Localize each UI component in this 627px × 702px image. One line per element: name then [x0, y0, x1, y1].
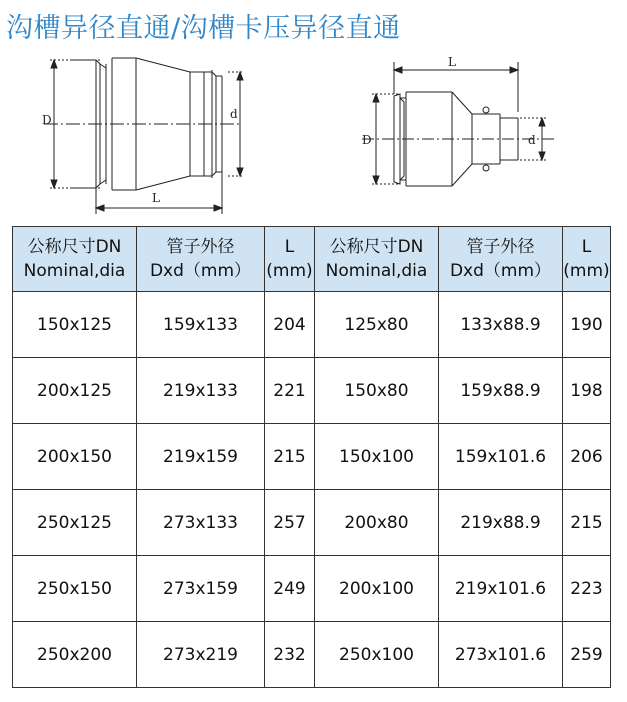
table-cell: 150x125: [13, 292, 137, 358]
table-cell: 200x125: [13, 358, 137, 424]
table-cell: 125x80: [315, 292, 439, 358]
table-cell: 159x101.6: [439, 424, 563, 490]
table-cell: 190: [563, 292, 611, 358]
table-cell: 273x219: [137, 622, 265, 688]
table-cell: 219x133: [137, 358, 265, 424]
table-cell: 273x159: [137, 556, 265, 622]
table-cell: 250x125: [13, 490, 137, 556]
spec-table: [12, 226, 611, 688]
table-cell: 219x88.9: [439, 490, 563, 556]
length-label: L: [152, 191, 160, 205]
table-cell: 250x200: [13, 622, 137, 688]
diameter-small-label: d: [528, 133, 536, 147]
grooved-press-reducer-diagram: [360, 52, 560, 192]
table-row: [13, 292, 611, 358]
table-cell: 273x101.6: [439, 622, 563, 688]
table-cell: 259: [563, 622, 611, 688]
header-length: L (mm): [265, 227, 315, 292]
header-outer-diameter: 管子外径 Dxd（mm）: [439, 227, 563, 292]
table-row: [13, 358, 611, 424]
table-cell: 159x88.9: [439, 358, 563, 424]
table-row: [13, 424, 611, 490]
table-cell: 200x150: [13, 424, 137, 490]
table-cell: 200x100: [315, 556, 439, 622]
table-cell: 206: [563, 424, 611, 490]
page-title: 沟槽异径直通/沟槽卡压异径直通: [6, 13, 401, 44]
table-cell: 273x133: [137, 490, 265, 556]
table-cell: 150x100: [315, 424, 439, 490]
table-cell: 198: [563, 358, 611, 424]
length-label: L: [448, 55, 456, 69]
diameter-large-label: D: [362, 133, 372, 147]
diameter-large-label: D: [42, 113, 52, 127]
table-cell: 250x150: [13, 556, 137, 622]
table-cell: 232: [265, 622, 315, 688]
table-cell: 250x100: [315, 622, 439, 688]
table-header-row: [13, 227, 611, 292]
table-cell: 215: [265, 424, 315, 490]
table-row: [13, 556, 611, 622]
table-cell: 200x80: [315, 490, 439, 556]
table-row: [13, 490, 611, 556]
table-cell: 219x101.6: [439, 556, 563, 622]
table-cell: 219x159: [137, 424, 265, 490]
table-cell: 223: [563, 556, 611, 622]
grooved-reducer-diagram: [40, 46, 250, 218]
header-nominal-size: 公称尺寸DN Nominal,dia: [315, 227, 439, 292]
table-cell: 249: [265, 556, 315, 622]
table-cell: 215: [563, 490, 611, 556]
header-length: L (mm): [563, 227, 611, 292]
table-row: [13, 622, 611, 688]
table-cell: 221: [265, 358, 315, 424]
header-nominal-size: 公称尺寸DN Nominal,dia: [13, 227, 137, 292]
diameter-small-label: d: [230, 107, 238, 121]
header-outer-diameter: 管子外径 Dxd（mm）: [137, 227, 265, 292]
table-cell: 204: [265, 292, 315, 358]
table-cell: 133x88.9: [439, 292, 563, 358]
table-cell: 257: [265, 490, 315, 556]
table-cell: 150x80: [315, 358, 439, 424]
table-cell: 159x133: [137, 292, 265, 358]
